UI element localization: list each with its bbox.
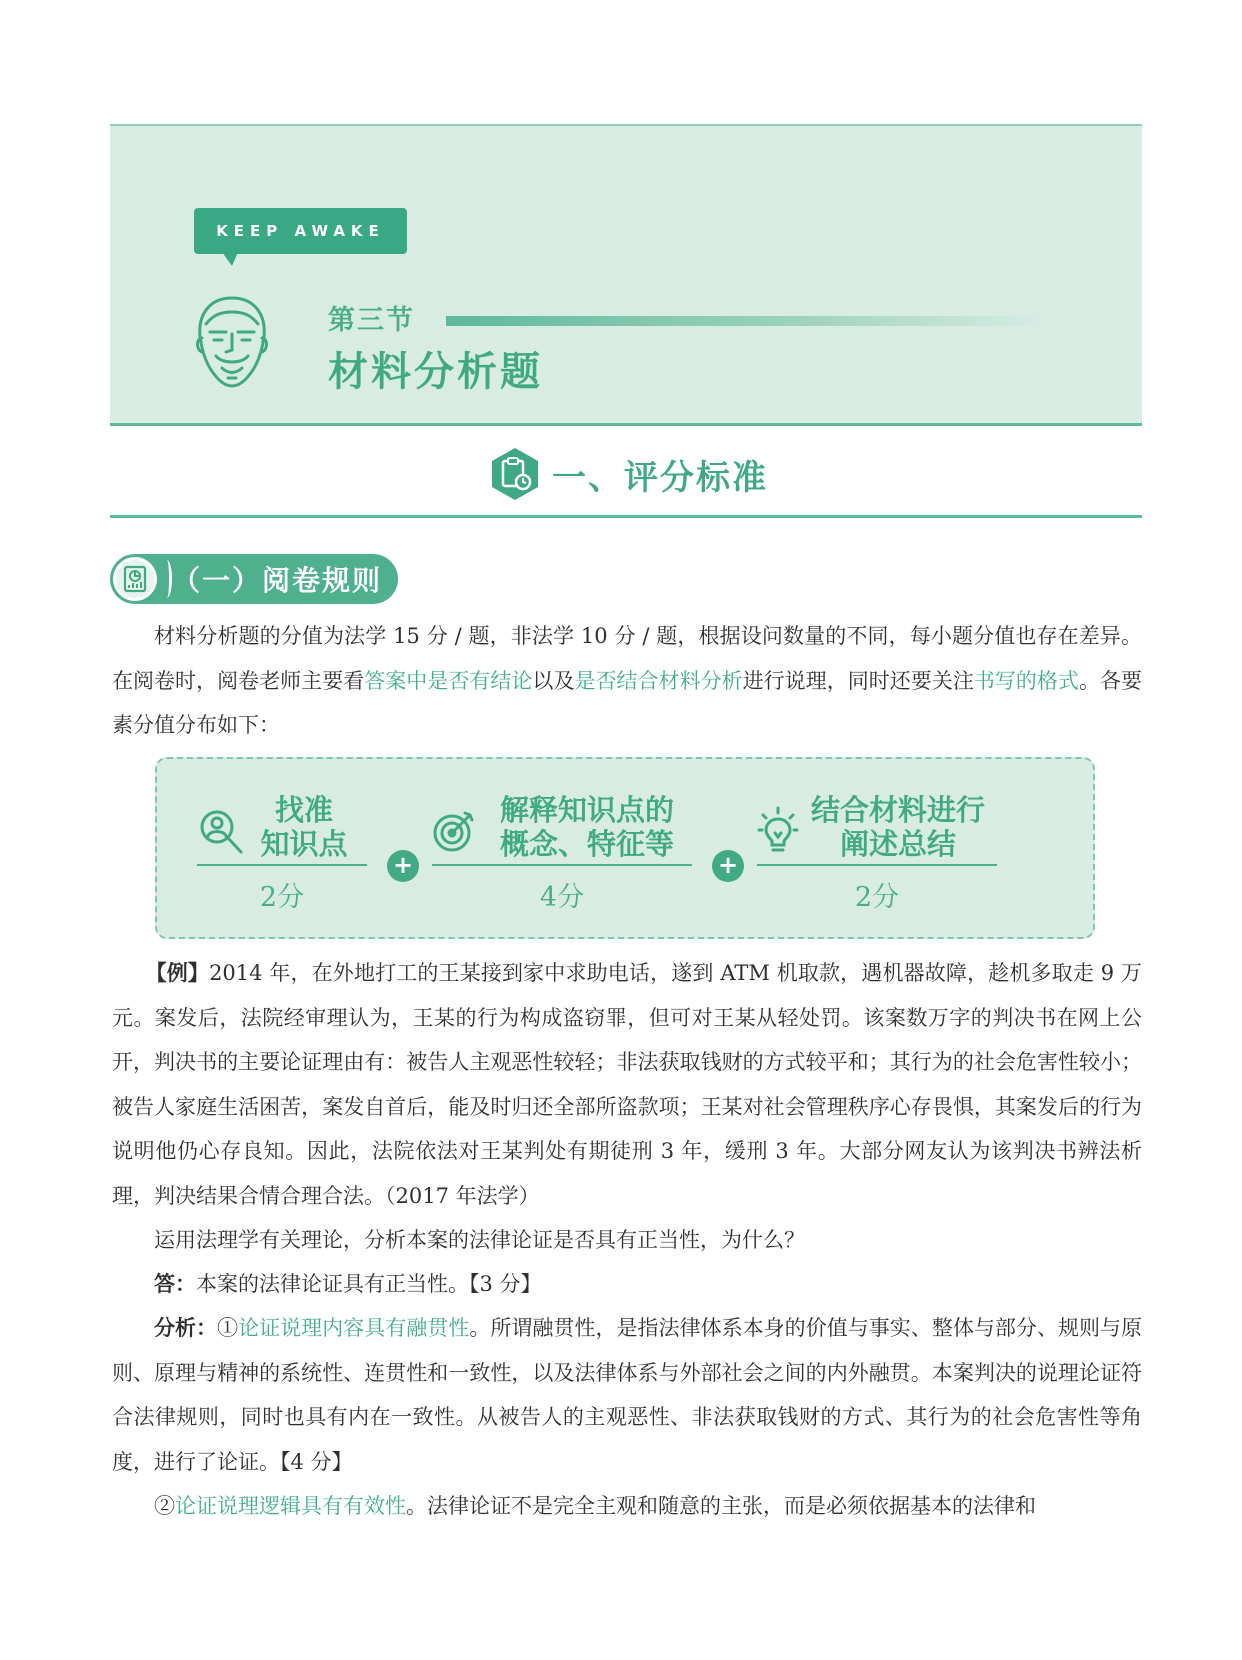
plus-icon: + [712, 850, 744, 882]
score-item-3-points: 2分 [854, 882, 900, 913]
pill-separator [162, 560, 172, 598]
score-item-3-line1: 结合材料进行 [810, 793, 985, 827]
score-item-1-line2: 知识点 [260, 827, 348, 861]
doc-chart-icon [113, 557, 157, 601]
example-label: 【例】 [145, 960, 210, 985]
score-item-2-line2: 概念、特征等 [499, 827, 674, 861]
thinker-head-icon [192, 294, 272, 390]
section-divider [110, 515, 1142, 518]
score-item-3-line2: 阐述总结 [839, 827, 956, 861]
magnifier-person-icon [197, 807, 245, 857]
answer-text: 本案的法律论证具有正当性。【3 分】 [196, 1272, 542, 1296]
score-item-2-line1: 解释知识点的 [499, 793, 674, 827]
highlight-coherence: 论证说理内容具有融贯性 [238, 1316, 470, 1340]
highlight-validity: 论证说理逻辑具有有效性 [175, 1494, 406, 1518]
answer-paragraph [112, 1262, 1142, 1307]
keep-awake-tag: KEEP AWAKE [194, 208, 407, 254]
section-heading-text: 一、评分标准 [552, 457, 768, 498]
analysis-label: 分析： [154, 1315, 218, 1340]
highlight-conclusion: 答案中是否有结论 [364, 668, 533, 693]
section-number: 第三节 [328, 305, 415, 336]
clipboard-clock-icon [490, 447, 540, 501]
subheading-text: （一）阅卷规则 [172, 564, 383, 597]
score-item-concept [432, 759, 722, 941]
score-item-1-line1: 找准 [274, 793, 333, 827]
score-item-knowledge [157, 759, 377, 941]
analysis-paragraph-2: ②论证说理逻辑具有有效性。法律论证不是完全主观和随意的主张，而是必须依据基本的法律和 [154, 1494, 1036, 1518]
question-paragraph: 运用法理学有关理论，分析本案的法律论证是否具有正当性，为什么？ [154, 1228, 805, 1252]
analysis-paragraph-1: 分析：①论证说理内容具有融贯性。所谓融贯性，是指法律体系本身的价值与事实、整体与部分、规则与原则、原理与精神的系统性、连贯性和一致性，以及法律体系与外部社会之间的内外融贯。本案判决的说理论证符合法律规则，同时也具有内在一致性。从被告人的主观恶性、非法获取钱财的方式、其行为的社会危害性等角度，进行了论证。【4 分】 [112, 1315, 1143, 1474]
speech-bubble-tail [222, 252, 238, 266]
plus-icon: + [387, 850, 419, 882]
section-heading [490, 446, 768, 502]
example-text: 2014 年，在外地打工的王某接到家中求助电话，遂到 ATM 机取款，遇机器故障，趁机多取走 9 万元。案发后，法院经审理认为，王某的行为构成盗窃罪，但可对王某从轻处罚。该案数万字的判决书在网上公开，判决书的主要论证理由有：被告人主观恶性较轻；非法获取钱财的方式较平和；其行为的社会危害性较小；被告人家庭生活困苦，案发自首后，能及时归还全部所盗款项；王某对社会管理秩序心存畏惧，其案发后的行为说明他仍心存良知。因此，法院依法对王某判处有期徒刑 3 年，缓刑 3 年。大部分网友认为该判决书辨法析理，判决结果合情合理合法。（2017 年法学） [112, 961, 1142, 1208]
section-title: 材料分析题 [328, 348, 543, 395]
score-item-1-points: 2分 [259, 882, 305, 913]
lightbulb-icon [757, 805, 799, 855]
intro-paragraph: 材料分析题的分值为法学 15 分 / 题，非法学 10 分 / 题，根据设问数量的不同，每小题分值也存在差异。在阅卷时，阅卷老师主要看答案中是否有结论以及是否结合材料分析进行说理，同时还要关注书写的格式。各要素分值分布如下： [112, 624, 1143, 737]
highlight-material-analysis: 是否结合材料分析 [574, 668, 743, 693]
chapter-banner [110, 124, 1142, 426]
score-item-summary [757, 759, 1097, 941]
highlight-format: 书写的格式 [973, 668, 1079, 693]
target-icon [432, 809, 476, 853]
example-paragraph [112, 951, 1142, 1218]
scoring-box [155, 757, 1095, 939]
score-item-1-underline [197, 864, 367, 866]
subheading-pill [110, 554, 398, 604]
score-item-2-underline [432, 864, 692, 866]
section-decor-line [446, 316, 1046, 326]
score-item-2-points: 4分 [539, 882, 585, 913]
score-item-3-underline [757, 864, 997, 866]
answer-label: 答： [154, 1271, 196, 1296]
